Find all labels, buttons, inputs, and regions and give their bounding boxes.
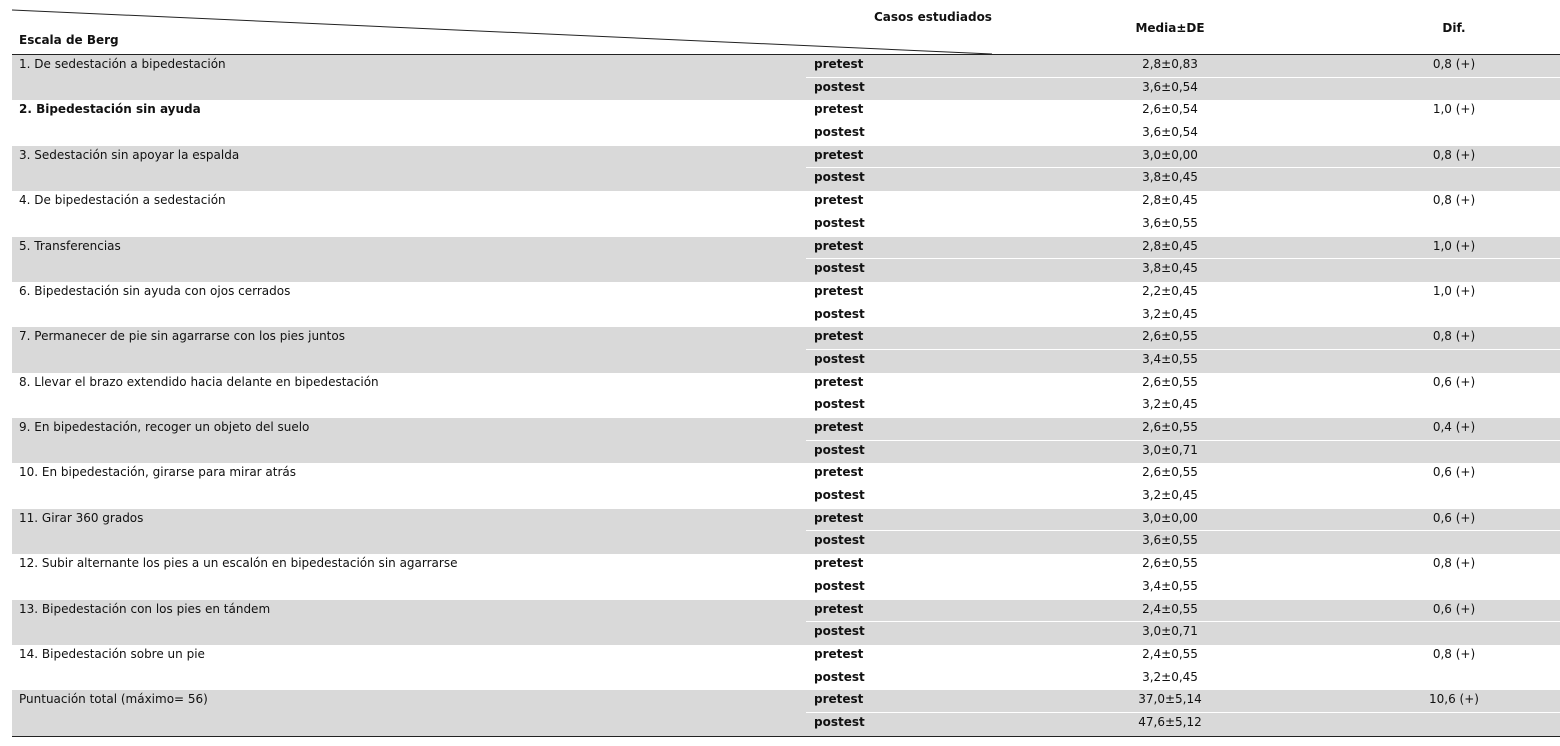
mean-pretest: 37,0±5,14 <box>1138 692 1202 707</box>
condition-pretest: pretest <box>814 374 864 389</box>
mean-pretest: 2,2±0,45 <box>1142 283 1198 298</box>
mean-postest: 3,8±0,45 <box>1142 170 1198 185</box>
table-row <box>12 418 1560 463</box>
mean-pretest: 2,6±0,55 <box>1142 556 1198 571</box>
difference: 0,8 (+) <box>1432 646 1476 661</box>
pretest-line <box>12 191 1560 214</box>
table-row <box>12 600 1560 645</box>
item-label: 8. Llevar el brazo extendido hacia delante en bipedestación <box>19 374 379 389</box>
pretest-line <box>12 463 1560 486</box>
mean-postest: 47,6±5,12 <box>1138 714 1202 729</box>
postest-line <box>12 78 1560 101</box>
difference: 0,6 (+) <box>1432 510 1476 525</box>
condition-pretest: pretest <box>814 465 864 480</box>
mean-postest: 3,2±0,45 <box>1142 669 1198 684</box>
mean-postest: 3,2±0,45 <box>1142 397 1198 412</box>
table-row <box>12 146 1560 191</box>
pretest-line <box>12 554 1560 577</box>
condition-pretest: pretest <box>814 646 864 661</box>
condition-postest: postest <box>814 488 865 503</box>
table-header <box>12 0 1560 55</box>
table-row <box>12 373 1560 418</box>
pretest-line <box>12 55 1560 78</box>
mean-pretest: 2,8±0,83 <box>1142 57 1198 71</box>
table-row <box>12 191 1560 236</box>
condition-pretest: pretest <box>814 102 864 117</box>
postest-line <box>12 305 1560 328</box>
mean-postest: 3,0±0,71 <box>1142 442 1198 457</box>
mean-pretest: 2,8±0,45 <box>1142 238 1198 253</box>
table-row <box>12 554 1560 599</box>
condition-pretest: pretest <box>814 420 864 434</box>
difference: 0,4 (+) <box>1432 420 1476 434</box>
condition-postest: postest <box>814 170 865 185</box>
mean-pretest: 2,4±0,55 <box>1142 646 1198 661</box>
item-label: 4. De bipedestación a sedestación <box>19 193 226 208</box>
item-label: 9. En bipedestación, recoger un objeto del suelo <box>19 420 310 434</box>
pretest-line <box>12 327 1560 350</box>
postest-line <box>12 531 1560 554</box>
item-label: 2. Bipedestación sin ayuda <box>19 102 201 117</box>
postest-line <box>12 168 1560 191</box>
condition-postest: postest <box>814 261 865 276</box>
item-label: 12. Subir alternante los pies a un escalón en bipedestación sin agarrarse <box>19 556 458 571</box>
condition-pretest: pretest <box>814 329 864 344</box>
difference: 1,0 (+) <box>1432 238 1476 253</box>
item-label: 3. Sedestación sin apoyar la espalda <box>19 147 240 162</box>
pretest-line <box>12 146 1560 169</box>
table-row <box>12 282 1560 327</box>
condition-postest: postest <box>814 533 865 548</box>
pretest-line <box>12 690 1560 713</box>
condition-postest: postest <box>814 397 865 412</box>
condition-postest: postest <box>814 306 865 321</box>
postest-line <box>12 123 1560 146</box>
difference: 0,6 (+) <box>1432 465 1476 480</box>
difference: 0,8 (+) <box>1432 329 1476 344</box>
item-label: 10. En bipedestación, girarse para mirar atrás <box>19 465 297 480</box>
condition-pretest: pretest <box>814 57 864 71</box>
mean-postest: 3,0±0,71 <box>1142 624 1198 639</box>
condition-postest: postest <box>814 351 865 366</box>
pretest-line <box>12 418 1560 441</box>
item-label: 7. Permanecer de pie sin agarrarse con los pies juntos <box>19 329 345 344</box>
table-row <box>12 690 1560 735</box>
mean-pretest: 2,8±0,45 <box>1142 193 1198 208</box>
mean-postest: 3,6±0,55 <box>1142 215 1198 230</box>
table-row <box>12 645 1560 690</box>
postest-line <box>12 622 1560 645</box>
item-label: Puntuación total (máximo= 56) <box>19 692 208 707</box>
difference: 0,8 (+) <box>1432 193 1476 208</box>
header-casos: Casos estudiados <box>874 10 992 24</box>
header-media: Media±DE <box>1135 21 1205 35</box>
mean-pretest: 3,0±0,00 <box>1142 147 1198 162</box>
condition-postest: postest <box>814 79 865 94</box>
pretest-line <box>12 509 1560 532</box>
mean-postest: 3,6±0,55 <box>1142 533 1198 548</box>
condition-pretest: pretest <box>814 692 864 707</box>
condition-pretest: pretest <box>814 556 864 571</box>
mean-pretest: 2,6±0,55 <box>1142 465 1198 480</box>
difference: 1,0 (+) <box>1432 283 1476 298</box>
item-label: 14. Bipedestación sobre un pie <box>19 646 205 661</box>
difference: 0,8 (+) <box>1432 556 1476 571</box>
mean-postest: 3,8±0,45 <box>1142 261 1198 276</box>
item-label: 5. Transferencias <box>19 238 121 253</box>
condition-postest: postest <box>814 125 865 140</box>
pretest-line <box>12 373 1560 396</box>
mean-postest: 3,6±0,54 <box>1142 79 1198 94</box>
mean-pretest: 2,6±0,55 <box>1142 420 1198 434</box>
condition-postest: postest <box>814 714 865 729</box>
postest-line <box>12 441 1560 464</box>
pretest-line <box>12 600 1560 623</box>
condition-pretest: pretest <box>814 238 864 253</box>
mean-postest: 3,2±0,45 <box>1142 306 1198 321</box>
condition-postest: postest <box>814 442 865 457</box>
difference: 0,6 (+) <box>1432 374 1476 389</box>
postest-line <box>12 214 1560 237</box>
difference: 10,6 (+) <box>1429 692 1479 707</box>
pretest-line <box>12 282 1560 305</box>
table-row <box>12 327 1560 372</box>
condition-postest: postest <box>814 624 865 639</box>
postest-line <box>12 350 1560 373</box>
table-row <box>12 100 1560 145</box>
header-dif: Dif. <box>1442 21 1466 35</box>
table-row <box>12 55 1560 100</box>
postest-line <box>12 577 1560 600</box>
pretest-line <box>12 645 1560 668</box>
mean-postest: 3,4±0,55 <box>1142 578 1198 593</box>
item-label: 13. Bipedestación con los pies en tándem <box>19 601 271 616</box>
mean-pretest: 2,4±0,55 <box>1142 601 1198 616</box>
condition-pretest: pretest <box>814 193 864 208</box>
postest-line <box>12 259 1560 282</box>
condition-pretest: pretest <box>814 510 864 525</box>
pretest-line <box>12 100 1560 123</box>
table-body <box>12 55 1560 736</box>
pretest-line <box>12 237 1560 260</box>
difference: 0,6 (+) <box>1432 601 1476 616</box>
mean-pretest: 2,6±0,55 <box>1142 329 1198 344</box>
table-row <box>12 509 1560 554</box>
condition-postest: postest <box>814 578 865 593</box>
berg-scale-table <box>12 0 1560 737</box>
header-escala: Escala de Berg <box>19 33 119 47</box>
item-label: 11. Girar 360 grados <box>19 510 144 525</box>
table-row <box>12 237 1560 282</box>
condition-postest: postest <box>814 215 865 230</box>
condition-postest: postest <box>814 669 865 684</box>
postest-line <box>12 486 1560 509</box>
difference: 0,8 (+) <box>1432 147 1476 162</box>
mean-postest: 3,4±0,55 <box>1142 351 1198 366</box>
mean-pretest: 2,6±0,55 <box>1142 374 1198 389</box>
condition-pretest: pretest <box>814 601 864 616</box>
difference: 0,8 (+) <box>1432 57 1476 71</box>
bottom-rule <box>12 736 1560 737</box>
item-label: 1. De sedestación a bipedestación <box>19 57 226 71</box>
postest-line <box>12 395 1560 418</box>
diagonal-header-line <box>12 0 1012 54</box>
item-label: 6. Bipedestación sin ayuda con ojos cerrados <box>19 283 291 298</box>
condition-pretest: pretest <box>814 283 864 298</box>
mean-postest: 3,6±0,54 <box>1142 125 1198 140</box>
table-row <box>12 463 1560 508</box>
mean-postest: 3,2±0,45 <box>1142 488 1198 503</box>
difference: 1,0 (+) <box>1432 102 1476 117</box>
mean-pretest: 3,0±0,00 <box>1142 510 1198 525</box>
condition-pretest: pretest <box>814 147 864 162</box>
postest-line <box>12 668 1560 691</box>
mean-pretest: 2,6±0,54 <box>1142 102 1198 117</box>
postest-line <box>12 713 1560 736</box>
